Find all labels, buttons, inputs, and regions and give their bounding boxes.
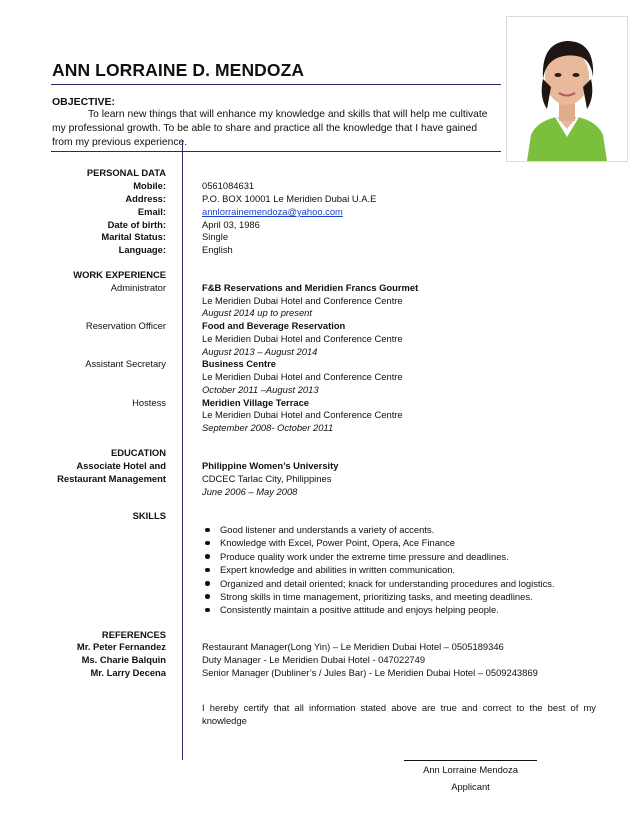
objective-divider — [51, 151, 501, 152]
reference-name: Ms. Charie Balquin — [81, 654, 166, 665]
skills-heading: SKILLS — [132, 510, 166, 521]
job-place: F&B Reservations and Meridien Francs Gourmet — [202, 282, 419, 293]
column-divider — [182, 140, 183, 760]
dob-label: Date of birth: — [107, 219, 166, 230]
bullet-icon — [205, 581, 210, 586]
objective-line-3: from my previous experience. — [52, 137, 188, 148]
address-value: P.O. BOX 10001 Le Meridien Dubai U.A.E — [202, 193, 377, 204]
bullet-icon — [205, 608, 210, 613]
list-item — [204, 523, 555, 536]
references-heading: REFERENCES — [101, 629, 166, 640]
education-dates: June 2006 – May 2008 — [202, 486, 298, 497]
work-experience-heading: WORK EXPERIENCE — [73, 269, 166, 280]
degree-line-1: Associate Hotel and — [76, 460, 166, 471]
mobile-value: 0561084631 — [202, 180, 255, 191]
bullet-icon — [205, 528, 210, 533]
job-dates: August 2014 up to present — [202, 307, 312, 318]
applicant-photo — [506, 16, 628, 162]
job-company: Le Meridien Dubai Hotel and Conference Centre — [202, 371, 403, 382]
school-location: CDCEC Tarlac City, Philippines — [202, 473, 332, 484]
personal-data-heading: PERSONAL DATA — [86, 167, 166, 178]
dob-value: April 03, 1986 — [202, 219, 260, 230]
email-label: Email: — [137, 206, 166, 217]
job-place: Business Centre — [202, 358, 276, 369]
email-link[interactable]: annlorrainemendoza@yahoo.com — [202, 206, 343, 217]
objective-heading: OBJECTIVE: — [52, 96, 116, 108]
list-item — [204, 577, 555, 590]
job-dates: October 2011 –August 2013 — [202, 384, 319, 395]
marital-status-label: Marital Status: — [101, 231, 166, 242]
signature-role: Applicant — [451, 781, 490, 792]
job-company: Le Meridien Dubai Hotel and Conference Centre — [202, 295, 403, 306]
objective-line-1: To learn new things that will enhance my knowledge and skills that will help me cultivate — [88, 109, 488, 120]
reference-name: Mr. Peter Fernandez — [76, 641, 166, 652]
objective-text — [52, 108, 502, 150]
skill-text: Expert knowledge and abilities in written communication. — [220, 564, 456, 576]
list-item — [204, 536, 555, 549]
signature-name: Ann Lorraine Mendoza — [423, 764, 518, 775]
job-dates: September 2008- October 2011 — [202, 422, 334, 433]
mobile-label: Mobile: — [133, 180, 166, 191]
applicant-name: ANN LORRAINE D. MENDOZA — [52, 60, 305, 80]
header-divider — [51, 84, 501, 85]
skill-text: Produce quality work under the extreme time pressure and deadlines. — [220, 550, 509, 562]
objective-line-2: my professional growth. To be able to share and practice all the knowledge that I have gained — [52, 123, 478, 134]
skill-text: Knowledge with Excel, Power Point, Opera, Ace Finance — [220, 537, 456, 549]
list-item — [204, 603, 555, 616]
bullet-icon — [205, 554, 210, 559]
education-heading: EDUCATION — [110, 447, 166, 458]
job-company: Le Meridien Dubai Hotel and Conference Centre — [202, 333, 403, 344]
job-place: Meridien Village Terrace — [202, 397, 309, 408]
bullet-icon — [205, 541, 210, 546]
bullet-icon — [205, 594, 210, 599]
job-title: Assistant Secretary — [85, 358, 166, 369]
bullet-icon — [205, 568, 210, 573]
signature-line — [404, 760, 537, 761]
list-item — [204, 563, 555, 576]
skills-list — [204, 523, 555, 617]
degree-line-2: Restaurant Management — [57, 473, 166, 484]
certification-statement: I hereby certify that all information stated above are true and correct to the best of my knowledge — [202, 702, 596, 726]
skill-text: Good listener and understands a variety of accents. — [220, 524, 435, 535]
skill-text: Consistently maintain a positive attitude and enjoys helping people. — [220, 604, 499, 616]
address-label: Address: — [125, 193, 166, 204]
job-title: Administrator — [110, 282, 166, 293]
marital-status-value: Single — [202, 231, 229, 242]
reference-detail: Senior Manager (Dubliner’s / Jules Bar) - Le Meridien Dubai Hotel – 0509243869 — [202, 667, 538, 678]
list-item — [204, 550, 555, 563]
job-dates: August 2013 – August 2014 — [202, 346, 318, 357]
school-name: Philippine Women’s University — [202, 460, 339, 471]
job-title: Reservation Officer — [85, 320, 166, 331]
skill-text: Organized and detail oriented; knack for understanding procedures and logistics. — [220, 577, 555, 589]
language-value: English — [202, 244, 233, 255]
portrait-icon — [507, 17, 627, 161]
reference-detail: Restaurant Manager(Long Yin) – Le Meridien Dubai Hotel – 0505189346 — [202, 641, 504, 652]
reference-detail: Duty Manager - Le Meridien Dubai Hotel - 047022749 — [202, 654, 426, 665]
job-company: Le Meridien Dubai Hotel and Conference Centre — [202, 409, 403, 420]
skill-text: Strong skills in time management, prioritizing tasks, and meeting deadlines. — [220, 590, 533, 602]
job-place: Food and Beverage Reservation — [202, 320, 346, 331]
job-title: Hostess — [132, 397, 166, 408]
list-item — [204, 590, 555, 603]
language-label: Language: — [118, 244, 166, 255]
reference-name: Mr. Larry Decena — [90, 667, 166, 678]
